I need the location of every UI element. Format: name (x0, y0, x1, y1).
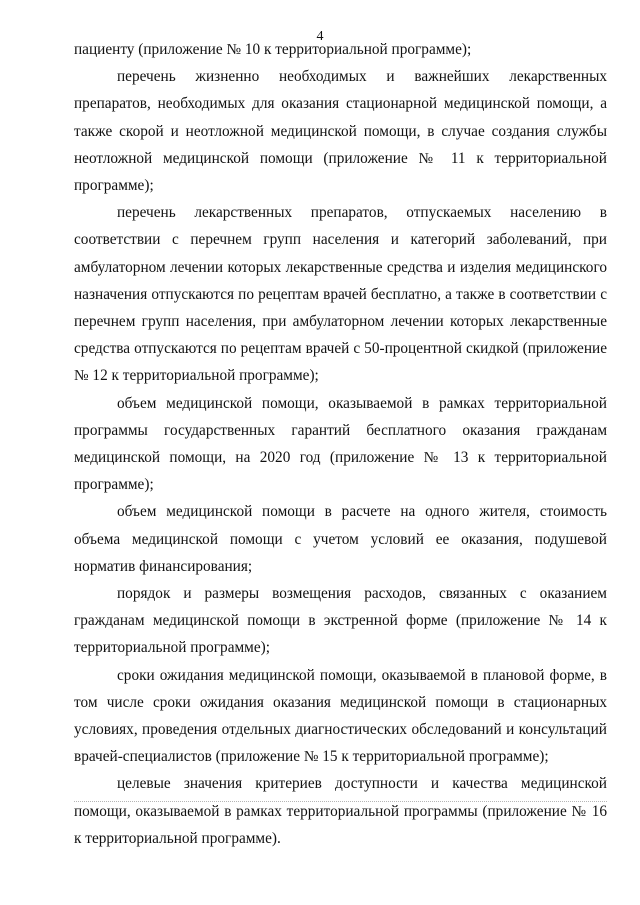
paragraph-emergency-reimbursement: порядок и размеры возмещения расходов, связанных с оказанием гражданам медицинской помощи в экстренной форме (приложение № 14 к территориальной программе); (74, 585, 607, 657)
paragraph-quality-criteria: целевые значения критериев доступности и качества медицинской помощи, оказываемой в рамках территориальной программы (приложение № 16 к территориальной программе). (74, 775, 607, 847)
paragraph-essential-drugs-list: перечень жизненно необходимых и важнейших лекарственных препаратов, необходимых для оказания стационарной медицинской помощи, а также скорой и неотложной медицинской помощи, в случае создания службы неотложной медицинской помощи (приложение № 11 к территориальной программе); (74, 68, 607, 195)
document-body (74, 36, 607, 852)
page-number: 4 (316, 29, 324, 44)
paragraph-waiting-times: сроки ожидания медицинской помощи, оказываемой в плановой форме, в том числе сроки ожидания оказания медицинской помощи в стационарных условиях, проведения отдельных диагностических обследований и консультаций врачей-специалистов (приложение № 15 к территориальной программе); (74, 666, 607, 766)
paragraph-per-capita-volume: объем медицинской помощи в расчете на одного жителя, стоимость объема медицинской помощи с учетом условий ее оказания, подушевой норматив финансирования; (74, 503, 607, 575)
scan-artifact-line (74, 801, 607, 803)
paragraph-free-drugs-list: перечень лекарственных препаратов, отпускаемых населению в соответствии с перечнем групп населения и категорий заболеваний, при амбулаторном лечении которых лекарственные средства и изделия медицинского назначения отпускаются по рецептам врачей бесплатно, а также в соответствии с перечнем групп населения, при амбулаторном лечении которых лекарственные средства отпускаются по рецептам врачей с 50-процентной скидкой (приложение № 12 к территориальной программе); (74, 204, 607, 385)
paragraph-continuation: пациенту (приложение № 10 к территориальной программе); (74, 41, 472, 58)
paragraph-care-volume-2020: объем медицинской помощи, оказываемой в рамках территориальной программы государственных гарантий бесплатного оказания гражданам медицинской помощи, на 2020 год (приложение № 13 к территориальной программе); (74, 394, 607, 494)
